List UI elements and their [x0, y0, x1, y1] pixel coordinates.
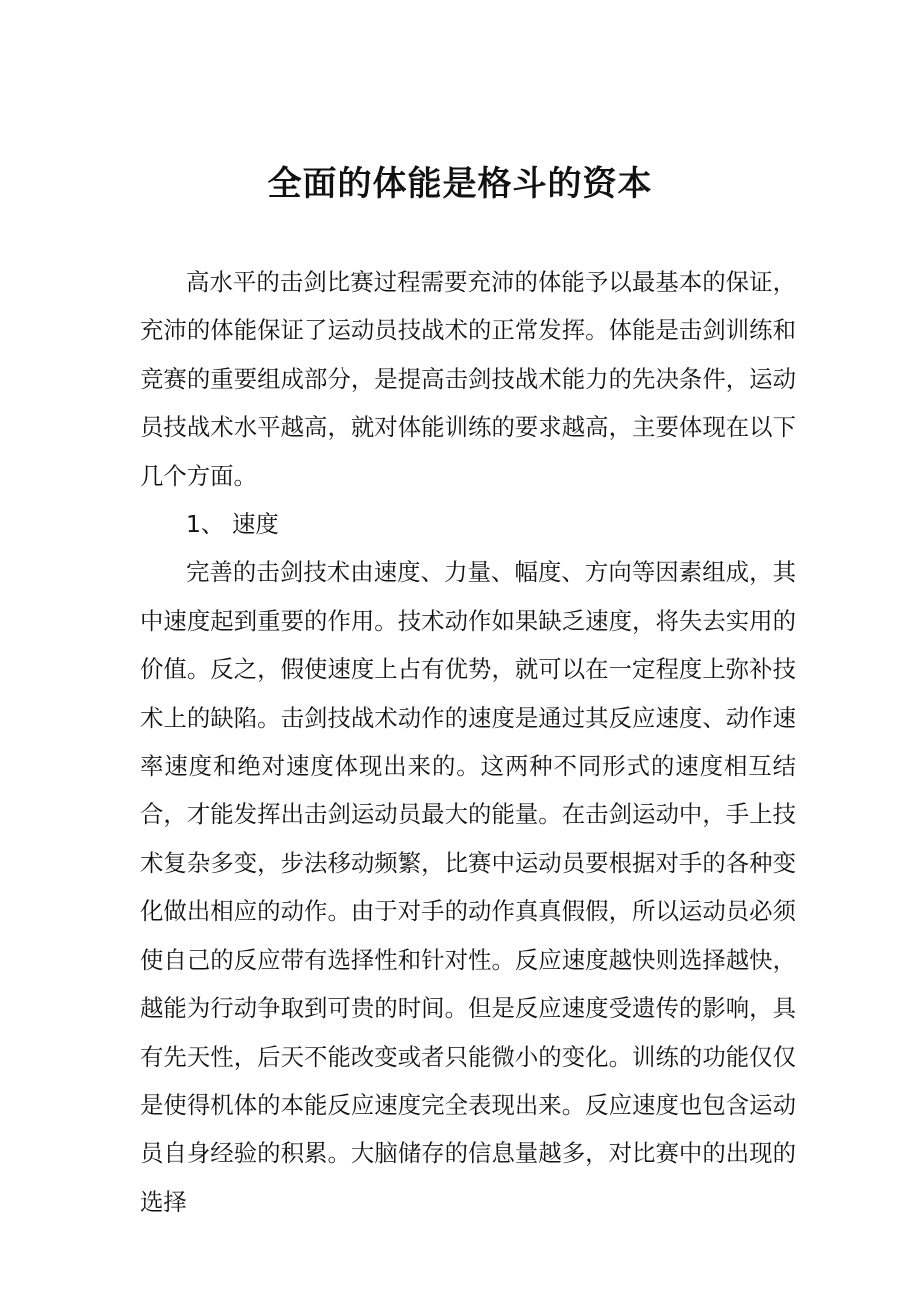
- section-heading-speed: [140, 500, 796, 548]
- intro-paragraph: 高水平的击剑比赛过程需要充沛的体能予以最基本的保证，充沛的体能保证了运动员技战术的正常发挥。体能是击剑训练和竞赛的重要组成部分，是提高击剑技战术能力的先决条件，运动员技战术水平越高，就对体能训练的要求越高，主要体现在以下几个方面。: [140, 268, 796, 490]
- document-title: 全面的体能是格斗的资本: [267, 164, 653, 204]
- section-label: 速度: [232, 510, 279, 539]
- section-number: 1、: [186, 510, 225, 539]
- speed-paragraph: 完善的击剑技术由速度、力量、幅度、方向等因素组成，其中速度起到重要的作用。技术动作如果缺乏速度，将失去实用的价值。反之，假使速度上占有优势，就可以在一定程度上弥补技术上的缺陷。击剑技战术动作的速度是通过其反应速度、动作速率速度和绝对速度体现出来的。这两种不同形式的速度相互结合，才能发挥出击剑运动员最大的能量。在击剑运动中，手上技术复杂多变，步法移动频繁，比赛中运动员要根据对手的各种变化做出相应的动作。由于对手的动作真真假假，所以运动员必须使自己的反应带有选择性和针对性。反应速度越快则选择越快，越能为行动争取到可贵的时间。但是反应速度受遗传的影响，具有先天性，后天不能改变或者只能微小的变化。训练的功能仅仅是使得机体的本能反应速度完全表现出来。反应速度也包含运动员自身经验的积累。大脑储存的信息量越多，对比赛中的出现的选择: [140, 558, 796, 1216]
- document-body: [140, 258, 796, 1226]
